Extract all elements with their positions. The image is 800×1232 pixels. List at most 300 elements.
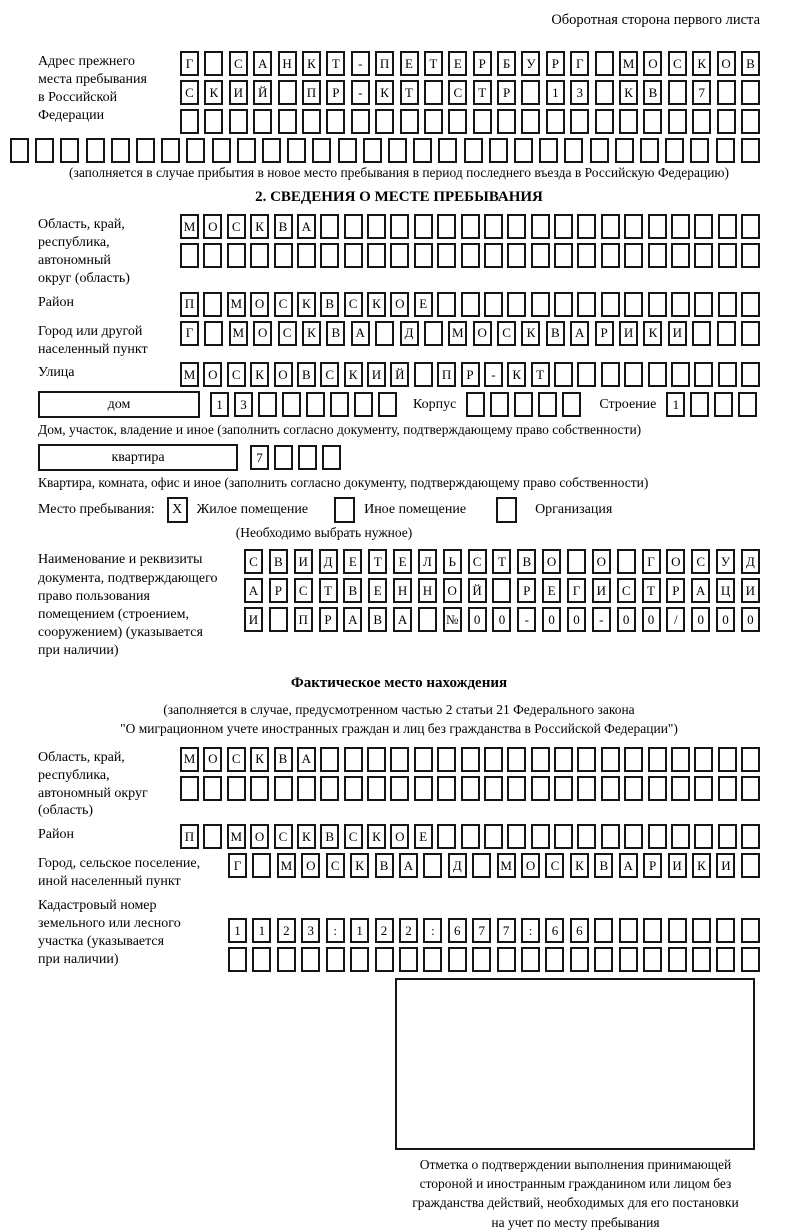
char-cell[interactable] [531, 243, 550, 268]
char-cell[interactable] [484, 747, 503, 772]
char-cell[interactable]: К [350, 853, 369, 878]
char-cell[interactable] [741, 776, 760, 801]
char-cell[interactable] [252, 947, 271, 972]
char-cell[interactable]: И [592, 578, 611, 603]
char-cell[interactable] [643, 109, 662, 134]
char-cell[interactable] [489, 138, 508, 163]
char-cell[interactable] [648, 362, 667, 387]
char-cell[interactable]: Е [542, 578, 561, 603]
char-cell[interactable]: О [666, 549, 685, 574]
char-cell[interactable]: А [244, 578, 263, 603]
char-cell[interactable] [423, 947, 442, 972]
char-cell[interactable] [461, 292, 480, 317]
char-cell[interactable] [554, 362, 573, 387]
char-cell[interactable]: К [570, 853, 589, 878]
char-cell[interactable] [619, 947, 638, 972]
char-cell[interactable] [741, 292, 760, 317]
char-cell[interactable] [694, 243, 713, 268]
char-cell[interactable]: С [468, 549, 487, 574]
char-cell[interactable] [367, 214, 386, 239]
char-cell[interactable]: Г [180, 321, 199, 346]
char-cell[interactable] [554, 243, 573, 268]
char-cell[interactable] [577, 243, 596, 268]
char-cell[interactable] [375, 109, 394, 134]
char-cell[interactable] [180, 109, 199, 134]
char-cell[interactable] [204, 321, 223, 346]
char-cell[interactable]: 1 [210, 392, 229, 417]
char-cell[interactable] [312, 138, 331, 163]
char-cell[interactable] [692, 321, 711, 346]
char-cell[interactable] [484, 292, 503, 317]
char-cell[interactable] [180, 243, 199, 268]
char-cell[interactable] [668, 947, 687, 972]
char-cell[interactable]: К [204, 80, 223, 105]
char-cell[interactable] [694, 776, 713, 801]
char-cell[interactable] [718, 243, 737, 268]
char-cell[interactable]: В [320, 292, 339, 317]
char-cell[interactable] [741, 947, 760, 972]
char-cell[interactable]: С [344, 292, 363, 317]
char-cell[interactable]: С [227, 747, 246, 772]
char-cell[interactable]: М [229, 321, 248, 346]
char-cell[interactable]: М [277, 853, 296, 878]
char-cell[interactable] [278, 80, 297, 105]
char-cell[interactable]: М [180, 362, 199, 387]
char-cell[interactable] [716, 918, 735, 943]
char-cell[interactable] [514, 392, 533, 417]
char-cell[interactable] [203, 243, 222, 268]
char-cell[interactable]: О [390, 824, 409, 849]
char-cell[interactable] [414, 776, 433, 801]
char-cell[interactable]: Р [497, 80, 516, 105]
char-cell[interactable]: П [180, 292, 199, 317]
char-cell[interactable] [472, 853, 491, 878]
char-cell[interactable] [694, 292, 713, 317]
char-cell[interactable]: С [448, 80, 467, 105]
char-cell[interactable] [414, 362, 433, 387]
char-cell[interactable]: 6 [570, 918, 589, 943]
char-cell[interactable] [595, 51, 614, 76]
char-cell[interactable]: П [437, 362, 456, 387]
char-cell[interactable] [484, 824, 503, 849]
char-cell[interactable] [594, 918, 613, 943]
char-cell[interactable] [738, 392, 757, 417]
char-cell[interactable] [590, 138, 609, 163]
char-cell[interactable] [484, 776, 503, 801]
char-cell[interactable] [437, 747, 456, 772]
char-cell[interactable]: В [375, 853, 394, 878]
char-cell[interactable] [538, 392, 557, 417]
char-cell[interactable] [212, 138, 231, 163]
char-cell[interactable]: О [521, 853, 540, 878]
char-cell[interactable] [237, 138, 256, 163]
char-cell[interactable]: Р [326, 80, 345, 105]
char-cell[interactable]: 2 [375, 918, 394, 943]
char-cell[interactable]: Й [468, 578, 487, 603]
char-cell[interactable]: В [297, 362, 316, 387]
char-cell[interactable]: П [294, 607, 313, 632]
char-cell[interactable] [203, 824, 222, 849]
char-cell[interactable]: Р [269, 578, 288, 603]
char-cell[interactable] [531, 824, 550, 849]
char-cell[interactable] [554, 824, 573, 849]
char-cell[interactable]: С [244, 549, 263, 574]
char-cell[interactable] [577, 747, 596, 772]
char-cell[interactable]: М [497, 853, 516, 878]
char-cell[interactable] [274, 445, 293, 470]
char-cell[interactable] [507, 214, 526, 239]
char-cell[interactable] [302, 109, 321, 134]
char-cell[interactable] [320, 214, 339, 239]
char-cell[interactable] [615, 138, 634, 163]
char-cell[interactable] [306, 392, 325, 417]
char-cell[interactable] [344, 243, 363, 268]
char-cell[interactable]: Т [492, 549, 511, 574]
char-cell[interactable]: В [643, 80, 662, 105]
char-cell[interactable]: Р [461, 362, 480, 387]
char-cell[interactable]: Т [642, 578, 661, 603]
char-cell[interactable] [227, 776, 246, 801]
char-cell[interactable]: - [484, 362, 503, 387]
char-cell[interactable] [375, 947, 394, 972]
char-cell[interactable] [322, 445, 341, 470]
char-cell[interactable] [741, 362, 760, 387]
char-cell[interactable]: В [741, 51, 760, 76]
char-cell[interactable]: : [326, 918, 345, 943]
char-cell[interactable] [461, 776, 480, 801]
char-cell[interactable] [400, 109, 419, 134]
char-cell[interactable]: И [294, 549, 313, 574]
char-cell[interactable] [554, 776, 573, 801]
char-cell[interactable] [326, 109, 345, 134]
char-cell[interactable]: У [716, 549, 735, 574]
char-cell[interactable] [507, 747, 526, 772]
char-cell[interactable] [577, 776, 596, 801]
char-cell[interactable]: О [643, 51, 662, 76]
char-cell[interactable]: : [423, 918, 442, 943]
char-cell[interactable] [643, 947, 662, 972]
char-cell[interactable]: С [545, 853, 564, 878]
char-cell[interactable]: В [274, 747, 293, 772]
char-cell[interactable]: К [302, 51, 321, 76]
char-cell[interactable]: Н [393, 578, 412, 603]
char-cell[interactable]: А [691, 578, 710, 603]
char-cell[interactable] [716, 947, 735, 972]
char-cell[interactable] [741, 243, 760, 268]
char-cell[interactable]: П [180, 824, 199, 849]
checkbox-residential[interactable]: X [167, 497, 188, 523]
char-cell[interactable] [423, 853, 442, 878]
char-cell[interactable] [668, 109, 687, 134]
char-cell[interactable] [414, 747, 433, 772]
char-cell[interactable]: С [326, 853, 345, 878]
char-cell[interactable] [388, 138, 407, 163]
char-cell[interactable] [562, 392, 581, 417]
char-cell[interactable] [330, 392, 349, 417]
char-cell[interactable] [567, 549, 586, 574]
char-cell[interactable] [390, 243, 409, 268]
char-cell[interactable]: Л [418, 549, 437, 574]
char-cell[interactable] [338, 138, 357, 163]
char-cell[interactable]: П [302, 80, 321, 105]
char-cell[interactable]: Р [473, 51, 492, 76]
char-cell[interactable] [601, 776, 620, 801]
char-cell[interactable] [546, 109, 565, 134]
char-cell[interactable] [250, 776, 269, 801]
char-cell[interactable] [60, 138, 79, 163]
char-cell[interactable]: Н [418, 578, 437, 603]
char-cell[interactable] [648, 776, 667, 801]
char-cell[interactable]: / [666, 607, 685, 632]
char-cell[interactable] [692, 109, 711, 134]
char-cell[interactable]: А [393, 607, 412, 632]
char-cell[interactable] [718, 292, 737, 317]
char-cell[interactable]: И [229, 80, 248, 105]
char-cell[interactable]: С [227, 214, 246, 239]
char-cell[interactable]: В [326, 321, 345, 346]
char-cell[interactable]: О [250, 292, 269, 317]
char-cell[interactable]: Г [180, 51, 199, 76]
char-cell[interactable]: К [375, 80, 394, 105]
char-cell[interactable]: С [294, 578, 313, 603]
char-cell[interactable] [624, 243, 643, 268]
char-cell[interactable]: Р [517, 578, 536, 603]
char-cell[interactable]: - [517, 607, 536, 632]
char-cell[interactable]: К [367, 292, 386, 317]
char-cell[interactable]: К [692, 51, 711, 76]
char-cell[interactable] [577, 362, 596, 387]
char-cell[interactable] [414, 214, 433, 239]
char-cell[interactable]: 0 [617, 607, 636, 632]
char-cell[interactable] [354, 392, 373, 417]
char-cell[interactable]: : [521, 918, 540, 943]
char-cell[interactable] [367, 747, 386, 772]
char-cell[interactable] [577, 214, 596, 239]
char-cell[interactable] [648, 824, 667, 849]
char-cell[interactable] [648, 214, 667, 239]
char-cell[interactable]: 0 [642, 607, 661, 632]
char-cell[interactable]: А [399, 853, 418, 878]
char-cell[interactable]: О [592, 549, 611, 574]
char-cell[interactable]: 1 [252, 918, 271, 943]
char-cell[interactable]: И [668, 853, 687, 878]
char-cell[interactable] [344, 747, 363, 772]
char-cell[interactable] [375, 321, 394, 346]
char-cell[interactable] [161, 138, 180, 163]
char-cell[interactable] [624, 747, 643, 772]
char-cell[interactable] [301, 947, 320, 972]
char-cell[interactable]: Е [400, 51, 419, 76]
char-cell[interactable]: М [180, 747, 199, 772]
char-cell[interactable] [180, 776, 199, 801]
char-cell[interactable] [344, 214, 363, 239]
char-cell[interactable] [601, 747, 620, 772]
char-cell[interactable]: Г [570, 51, 589, 76]
char-cell[interactable]: 6 [448, 918, 467, 943]
char-cell[interactable] [326, 947, 345, 972]
char-cell[interactable]: - [351, 80, 370, 105]
char-cell[interactable]: Т [368, 549, 387, 574]
char-cell[interactable]: Ь [443, 549, 462, 574]
char-cell[interactable] [690, 138, 709, 163]
char-cell[interactable]: 3 [301, 918, 320, 943]
char-cell[interactable] [554, 292, 573, 317]
char-cell[interactable]: К [297, 292, 316, 317]
char-cell[interactable]: 7 [250, 445, 269, 470]
char-cell[interactable]: О [274, 362, 293, 387]
char-cell[interactable]: С [274, 824, 293, 849]
char-cell[interactable]: Р [546, 51, 565, 76]
char-cell[interactable] [253, 109, 272, 134]
char-cell[interactable] [252, 853, 271, 878]
char-cell[interactable]: А [297, 747, 316, 772]
char-cell[interactable]: С [320, 362, 339, 387]
char-cell[interactable]: 1 [666, 392, 685, 417]
char-cell[interactable]: И [619, 321, 638, 346]
char-cell[interactable]: Н [278, 51, 297, 76]
char-cell[interactable]: С [691, 549, 710, 574]
char-cell[interactable]: 7 [692, 80, 711, 105]
char-cell[interactable] [717, 80, 736, 105]
char-cell[interactable] [320, 747, 339, 772]
char-cell[interactable]: С [227, 362, 246, 387]
char-cell[interactable] [577, 824, 596, 849]
char-cell[interactable] [367, 243, 386, 268]
char-cell[interactable]: С [668, 51, 687, 76]
char-cell[interactable] [545, 947, 564, 972]
char-cell[interactable] [418, 607, 437, 632]
char-cell[interactable]: Т [473, 80, 492, 105]
char-cell[interactable]: С [344, 824, 363, 849]
char-cell[interactable]: Е [393, 549, 412, 574]
char-cell[interactable]: П [375, 51, 394, 76]
char-cell[interactable] [390, 747, 409, 772]
char-cell[interactable] [344, 776, 363, 801]
char-cell[interactable]: О [203, 747, 222, 772]
char-cell[interactable] [692, 918, 711, 943]
char-cell[interactable] [714, 392, 733, 417]
char-cell[interactable] [741, 321, 760, 346]
char-cell[interactable] [437, 776, 456, 801]
char-cell[interactable]: К [367, 824, 386, 849]
char-cell[interactable] [229, 109, 248, 134]
char-cell[interactable] [570, 947, 589, 972]
char-cell[interactable] [692, 947, 711, 972]
char-cell[interactable] [203, 292, 222, 317]
char-cell[interactable]: 1 [546, 80, 565, 105]
char-cell[interactable]: К [692, 853, 711, 878]
char-cell[interactable] [694, 824, 713, 849]
char-cell[interactable] [320, 243, 339, 268]
char-cell[interactable] [250, 243, 269, 268]
char-cell[interactable] [297, 776, 316, 801]
char-cell[interactable] [367, 776, 386, 801]
char-cell[interactable] [624, 214, 643, 239]
char-cell[interactable]: А [253, 51, 272, 76]
char-cell[interactable]: К [250, 214, 269, 239]
char-cell[interactable]: О [390, 292, 409, 317]
char-cell[interactable]: М [619, 51, 638, 76]
char-cell[interactable] [564, 138, 583, 163]
char-cell[interactable]: 0 [567, 607, 586, 632]
char-cell[interactable] [10, 138, 29, 163]
char-cell[interactable]: М [180, 214, 199, 239]
char-cell[interactable]: Г [567, 578, 586, 603]
char-cell[interactable] [665, 138, 684, 163]
char-cell[interactable]: Г [642, 549, 661, 574]
char-cell[interactable] [203, 776, 222, 801]
char-cell[interactable] [111, 138, 130, 163]
char-cell[interactable] [554, 214, 573, 239]
char-cell[interactable] [531, 214, 550, 239]
char-cell[interactable]: К [250, 747, 269, 772]
char-cell[interactable]: О [301, 853, 320, 878]
char-cell[interactable]: К [344, 362, 363, 387]
char-cell[interactable]: 1 [228, 918, 247, 943]
char-cell[interactable]: Й [390, 362, 409, 387]
char-cell[interactable]: А [351, 321, 370, 346]
char-cell[interactable]: К [521, 321, 540, 346]
char-cell[interactable] [619, 109, 638, 134]
char-cell[interactable] [694, 747, 713, 772]
char-cell[interactable]: Г [228, 853, 247, 878]
char-cell[interactable] [601, 362, 620, 387]
char-cell[interactable]: А [343, 607, 362, 632]
char-cell[interactable] [258, 392, 277, 417]
char-cell[interactable] [461, 824, 480, 849]
char-cell[interactable] [671, 362, 690, 387]
char-cell[interactable] [601, 824, 620, 849]
char-cell[interactable]: В [594, 853, 613, 878]
char-cell[interactable] [718, 776, 737, 801]
char-cell[interactable] [648, 243, 667, 268]
char-cell[interactable] [484, 243, 503, 268]
char-cell[interactable] [464, 138, 483, 163]
char-cell[interactable] [282, 392, 301, 417]
char-cell[interactable] [521, 109, 540, 134]
char-cell[interactable]: 1 [350, 918, 369, 943]
char-cell[interactable]: К [250, 362, 269, 387]
char-cell[interactable]: 7 [497, 918, 516, 943]
char-cell[interactable] [492, 578, 511, 603]
char-cell[interactable]: Д [448, 853, 467, 878]
char-cell[interactable]: В [546, 321, 565, 346]
char-cell[interactable]: А [619, 853, 638, 878]
char-cell[interactable]: К [302, 321, 321, 346]
char-cell[interactable] [640, 138, 659, 163]
char-cell[interactable] [472, 947, 491, 972]
char-cell[interactable]: В [269, 549, 288, 574]
char-cell[interactable] [262, 138, 281, 163]
char-cell[interactable] [437, 824, 456, 849]
char-cell[interactable]: 3 [234, 392, 253, 417]
char-cell[interactable]: Т [400, 80, 419, 105]
char-cell[interactable]: 0 [492, 607, 511, 632]
char-cell[interactable]: 0 [716, 607, 735, 632]
char-cell[interactable] [531, 292, 550, 317]
char-cell[interactable] [363, 138, 382, 163]
char-cell[interactable] [671, 243, 690, 268]
char-cell[interactable] [531, 747, 550, 772]
char-cell[interactable]: И [716, 853, 735, 878]
char-cell[interactable]: К [507, 362, 526, 387]
char-cell[interactable] [490, 392, 509, 417]
char-cell[interactable]: Б [497, 51, 516, 76]
char-cell[interactable]: 0 [691, 607, 710, 632]
char-cell[interactable] [186, 138, 205, 163]
char-cell[interactable] [648, 292, 667, 317]
char-cell[interactable]: Т [319, 578, 338, 603]
